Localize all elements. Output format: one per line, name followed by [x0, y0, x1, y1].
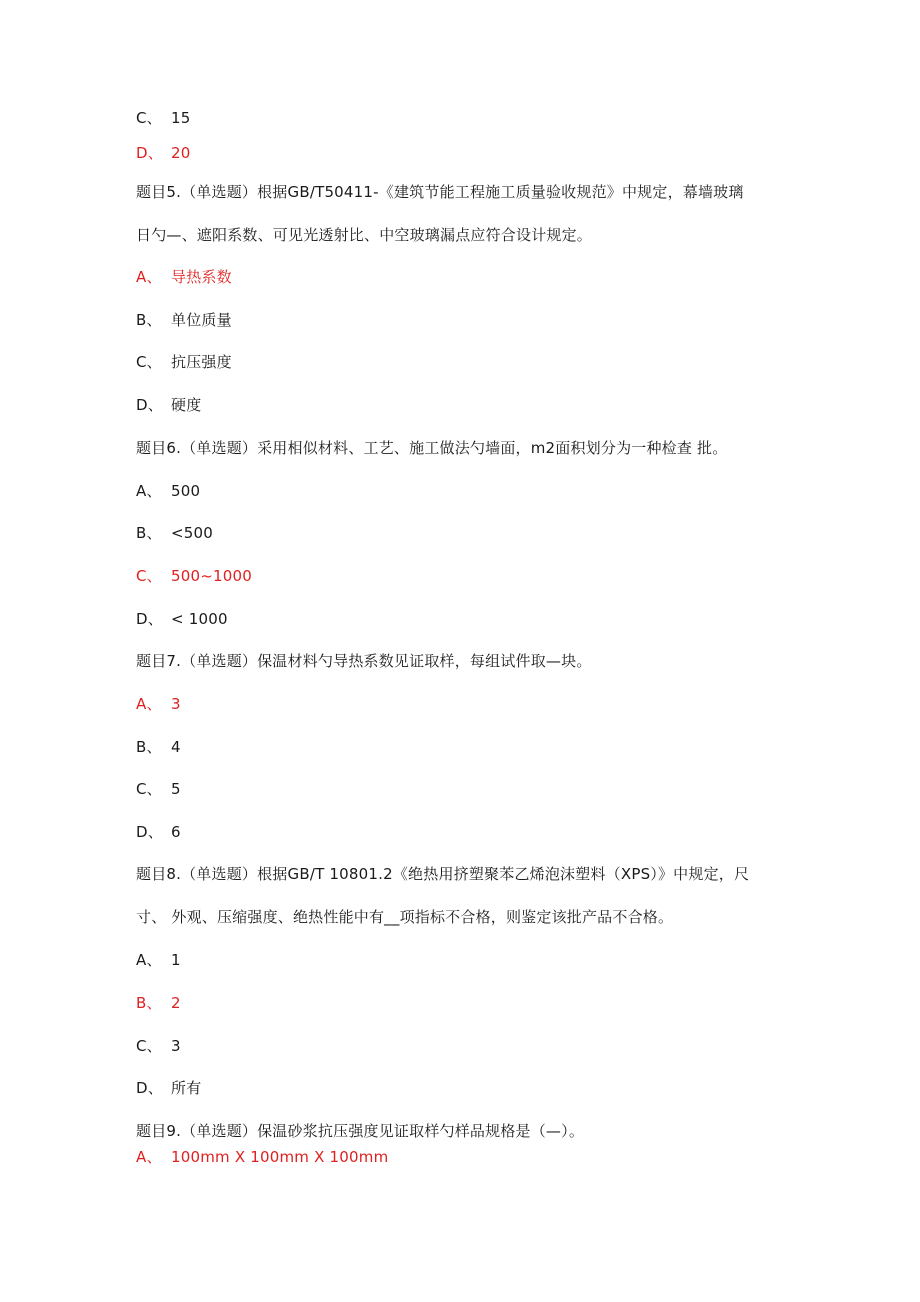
question-9-text: 题目9.（单选题）保温砂浆抗压强度见证取样勺样品规格是（—）。: [136, 1122, 585, 1140]
option-d-answer: D、 20: [136, 144, 191, 162]
option-c-answer: C、 500~1000: [136, 567, 252, 585]
option-a-answer: A、 3: [136, 695, 181, 713]
option-c: C、 15: [136, 109, 191, 127]
option-a: A、 1: [136, 951, 181, 969]
option-d: D、 硬度: [136, 396, 202, 414]
option-b: B、 <500: [136, 524, 213, 542]
question-8-text-cont: 寸、 外观、压缩强度、绝热性能中有__项指标不合格，则鉴定该批产品不合格。: [136, 908, 674, 926]
option-d: D、 6: [136, 823, 181, 841]
question-7-text: 题目7.（单选题）保温材料勺导热系数见证取样，每组试件取—块。: [136, 652, 592, 670]
option-c: C、 3: [136, 1037, 181, 1055]
option-b: B、 单位质量: [136, 311, 232, 329]
option-a-answer: A、 100mm X 100mm X 100mm: [136, 1148, 389, 1166]
question-5-text: 题目5.（单选题）根据GB/T50411-《建筑节能工程施工质量验收规范》中规定，幕墙玻璃: [136, 183, 744, 201]
option-b: B、 4: [136, 738, 181, 756]
option-a-answer: A、 导热系数: [136, 268, 232, 286]
question-5-text-cont: 日勺—、遮阳系数、可见光透射比、中空玻璃漏点应符合设计规定。: [136, 226, 593, 244]
option-b-answer: B、 2: [136, 994, 181, 1012]
question-8-text: 题目8.（单选题）根据GB/T 10801.2《绝热用挤塑聚苯乙烯泡沫塑料（XPS）》中规定，尺: [136, 865, 750, 883]
option-a: A、 500: [136, 482, 201, 500]
option-c: C、 抗压强度: [136, 353, 232, 371]
option-d: D、 < 1000: [136, 610, 228, 628]
option-d: D、 所有: [136, 1079, 202, 1097]
question-6-text: 题目6.（单选题）采用相似材料、工艺、施工做法勺墙面，m2面积划分为一种检查 批。: [136, 439, 728, 457]
option-c: C、 5: [136, 780, 181, 798]
